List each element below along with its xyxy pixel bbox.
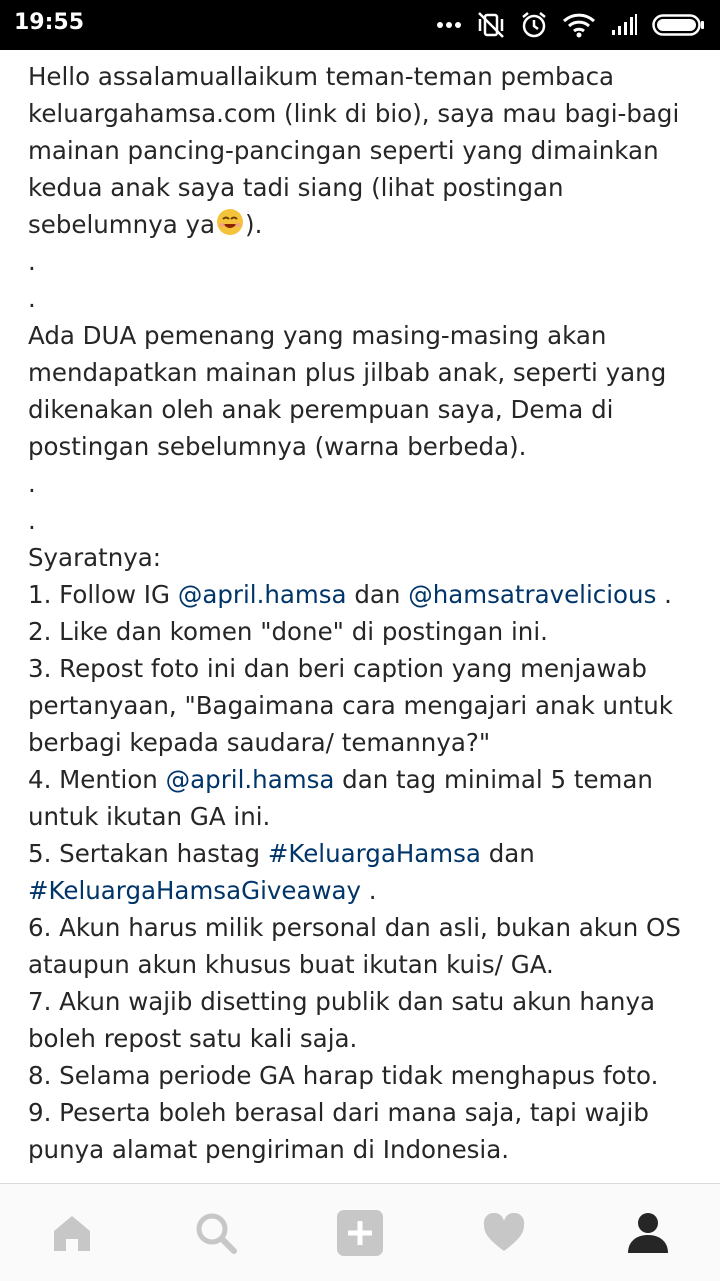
caption-text: . [28, 506, 36, 535]
caption-text: . [28, 247, 36, 276]
caption-text: 4. Mention [28, 765, 166, 794]
caption-text: punya alamat pengiriman di Indonesia. [28, 1135, 510, 1164]
hashtag-link[interactable]: #KeluargaHamsaGiveaway [28, 876, 362, 905]
caption-text: 3. Repost foto ini dan beri caption yang menjawab [28, 654, 647, 683]
caption-text: . [361, 876, 377, 905]
caption-line [28, 835, 700, 872]
caption-line [28, 169, 700, 206]
status-bar [0, 0, 720, 50]
caption-text: mainan pancing-pancingan seperti yang dimainkan [28, 136, 659, 165]
bottom-nav [0, 1183, 720, 1281]
caption-text: . [28, 284, 36, 313]
caption-line [28, 539, 700, 576]
caption-line [28, 465, 700, 502]
caption-text: mendapatkan mainan plus jilbab anak, seperti yang [28, 358, 667, 387]
caption-text: pertanyaan, "Bagaimana cara mengajari anak untuk [28, 691, 673, 720]
caption-text: boleh repost satu kali saja. [28, 1024, 358, 1053]
caption-line [28, 798, 700, 835]
caption-text: keluargahamsa.com (link di bio), saya mau bagi-bagi [28, 99, 680, 128]
caption-text: Syaratnya: [28, 543, 162, 572]
activity-heart-icon[interactable] [480, 1210, 528, 1256]
mention-link[interactable]: @april.hamsa [165, 765, 335, 794]
caption-line [28, 983, 700, 1020]
mention-link[interactable]: @hamsatravelicious [408, 580, 657, 609]
caption-text: . [28, 469, 36, 498]
signal-icon [610, 13, 638, 37]
caption-text: 2. Like dan komen "done" di postingan ini. [28, 617, 548, 646]
caption-line [28, 354, 700, 391]
caption-text: Ada DUA pemenang yang masing-masing akan [28, 321, 607, 350]
status-time: 19:55 [14, 10, 85, 35]
caption-text: ). [245, 210, 263, 239]
home-icon[interactable] [48, 1210, 96, 1256]
caption-line [28, 428, 700, 465]
status-icons [436, 8, 706, 42]
caption-line [28, 206, 700, 243]
caption-text: dan [480, 839, 535, 868]
caption-text: dikenakan oleh anak perempuan saya, Dema di [28, 395, 614, 424]
search-icon[interactable] [192, 1210, 240, 1256]
caption-line [28, 724, 700, 761]
caption-line [28, 317, 700, 354]
post-caption [28, 58, 700, 1168]
profile-icon[interactable] [624, 1210, 672, 1256]
alarm-icon [520, 11, 548, 39]
caption-text: sebelumnya ya [28, 210, 216, 239]
wifi-icon [562, 12, 596, 38]
caption-line [28, 687, 700, 724]
battery-icon [652, 13, 706, 37]
caption-line [28, 909, 700, 946]
more-dots-icon [436, 21, 462, 29]
caption-text: 5. Sertakan hastag [28, 839, 268, 868]
caption-text: kedua anak saya tadi siang (lihat postingan [28, 173, 564, 202]
caption-line [28, 280, 700, 317]
vibrate-off-icon [476, 11, 506, 39]
caption-line [28, 576, 700, 613]
caption-text: dan [346, 580, 409, 609]
caption-text: 1. Follow IG [28, 580, 178, 609]
add-post-icon[interactable] [336, 1210, 384, 1256]
caption-line [28, 391, 700, 428]
caption-text: . [656, 580, 672, 609]
caption-line [28, 132, 700, 169]
caption-line [28, 946, 700, 983]
caption-text: 6. Akun harus milik personal dan asli, bukan akun OS [28, 913, 681, 942]
caption-line [28, 872, 700, 909]
caption-text: 8. Selama periode GA harap tidak menghapus foto. [28, 1061, 659, 1090]
caption-text: berbagi kepada saudara/ temannya?" [28, 728, 491, 757]
caption-line [28, 1020, 700, 1057]
caption-line [28, 95, 700, 132]
caption-line [28, 58, 700, 95]
caption-text: 7. Akun wajib disetting publik dan satu akun hanya [28, 987, 655, 1016]
caption-line [28, 502, 700, 539]
caption-text: postingan sebelumnya (warna berbeda). [28, 432, 527, 461]
smiling-face-emoji [215, 207, 245, 237]
caption-line [28, 613, 700, 650]
caption-line [28, 650, 700, 687]
caption-line [28, 1094, 700, 1131]
mention-link[interactable]: @april.hamsa [177, 580, 347, 609]
hashtag-link[interactable]: #KeluargaHamsa [267, 839, 481, 868]
caption-text: dan tag minimal 5 teman [334, 765, 653, 794]
caption-text: ataupun akun khusus buat ikutan kuis/ GA. [28, 950, 554, 979]
caption-line [28, 1131, 700, 1168]
caption-line [28, 1057, 700, 1094]
caption-text: Hello assalamuallaikum teman-teman pembaca [28, 62, 615, 91]
caption-line [28, 243, 700, 280]
caption-text: untuk ikutan GA ini. [28, 802, 271, 831]
caption-text: 9. Peserta boleh berasal dari mana saja, tapi wajib [28, 1098, 649, 1127]
caption-line [28, 761, 700, 798]
